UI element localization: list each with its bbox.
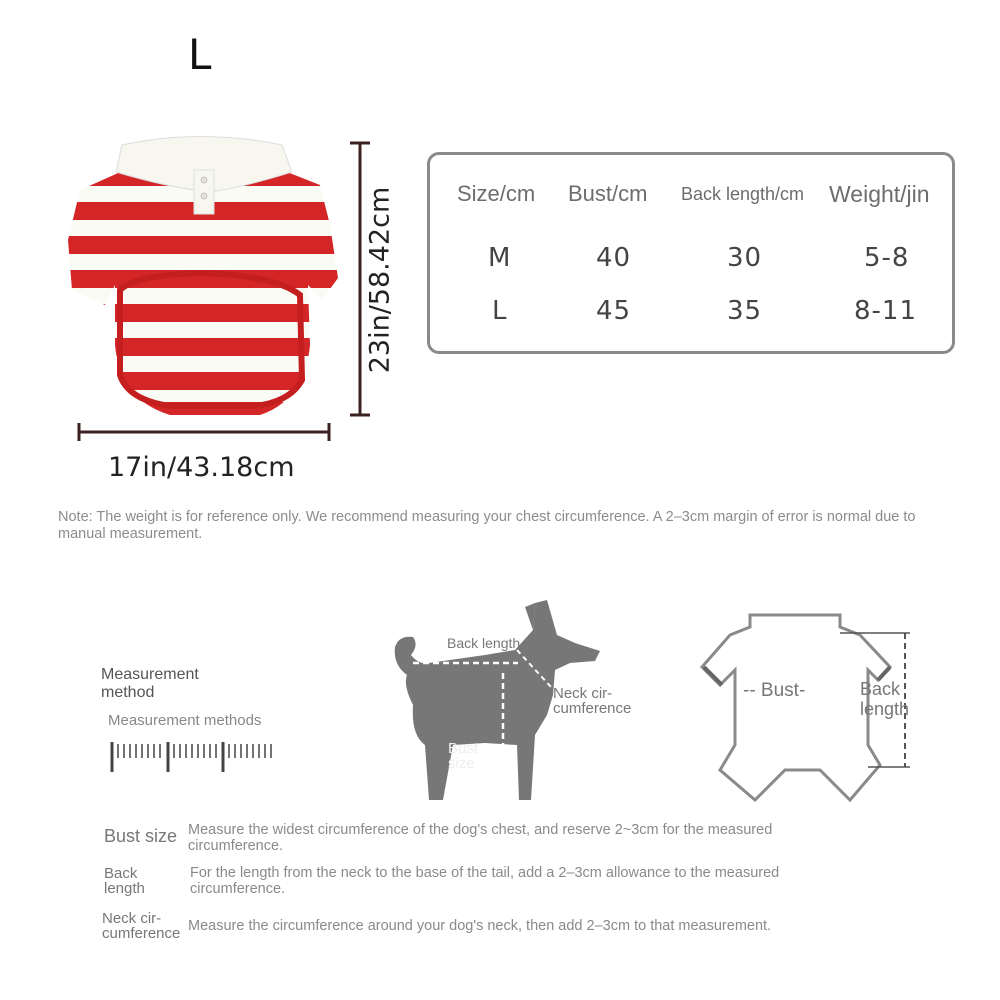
size-heading: L (188, 30, 212, 79)
dog-neck-label: Neck cir-cumference (553, 685, 632, 717)
table-cell-bust-l: 45 (596, 296, 632, 326)
row-text-neck: Measure the circumference around your dog's neck, then add 2–3cm to that measurement. (188, 918, 772, 934)
table-cell-size-l: L (492, 296, 508, 326)
striped-shirt-image (60, 130, 345, 430)
shirt-back-length-label: Back length (860, 679, 910, 719)
table-cell-back-m: 30 (727, 243, 763, 273)
shirt-bust-label: -- Bust- (743, 680, 806, 701)
row-label-neck: Neck cir-cumference (102, 910, 181, 942)
table-header-weight: Weight/jin (829, 181, 930, 207)
row-label-bust: Bust size (104, 826, 178, 846)
width-dimension-line (76, 420, 334, 444)
table-header-bust: Bust/cm (568, 181, 648, 206)
table-header-back-length: Back length/cm (681, 184, 805, 204)
row-label-back-length: Back length (104, 865, 145, 897)
table-cell-weight-m: 5-8 (864, 243, 910, 273)
row-text-bust: Measure the widest circumference of the dog's chest, and reserve 2~3cm for the measured circumference. (188, 822, 773, 854)
row-text-back-length: For the length from the neck to the base of the tail, add a 2–3cm allowance to the measured circumference. (190, 865, 780, 897)
ruler-icon (108, 738, 278, 778)
table-cell-size-m: M (488, 243, 512, 273)
height-label: 23in/58.42cm (364, 186, 396, 374)
weight-note: Note: The weight is for reference only. We recommend measuring your chest circumference. A 2–3cm margin of error is normal due to manual measurement. (58, 509, 916, 542)
table-header-size: Size/cm (457, 181, 536, 206)
table-cell-weight-l: 8-11 (854, 296, 918, 326)
dog-bust-label: Bust size (448, 740, 479, 772)
measurement-method-title: Measurement method (101, 666, 199, 701)
table-cell-back-l: 35 (727, 296, 763, 326)
measurement-methods-subtitle: Measurement methods (108, 712, 262, 729)
width-label: 17in/43.18cm (108, 452, 295, 483)
table-cell-bust-m: 40 (596, 243, 632, 273)
size-table (427, 152, 955, 354)
dog-back-length-label: Back length (447, 635, 521, 651)
